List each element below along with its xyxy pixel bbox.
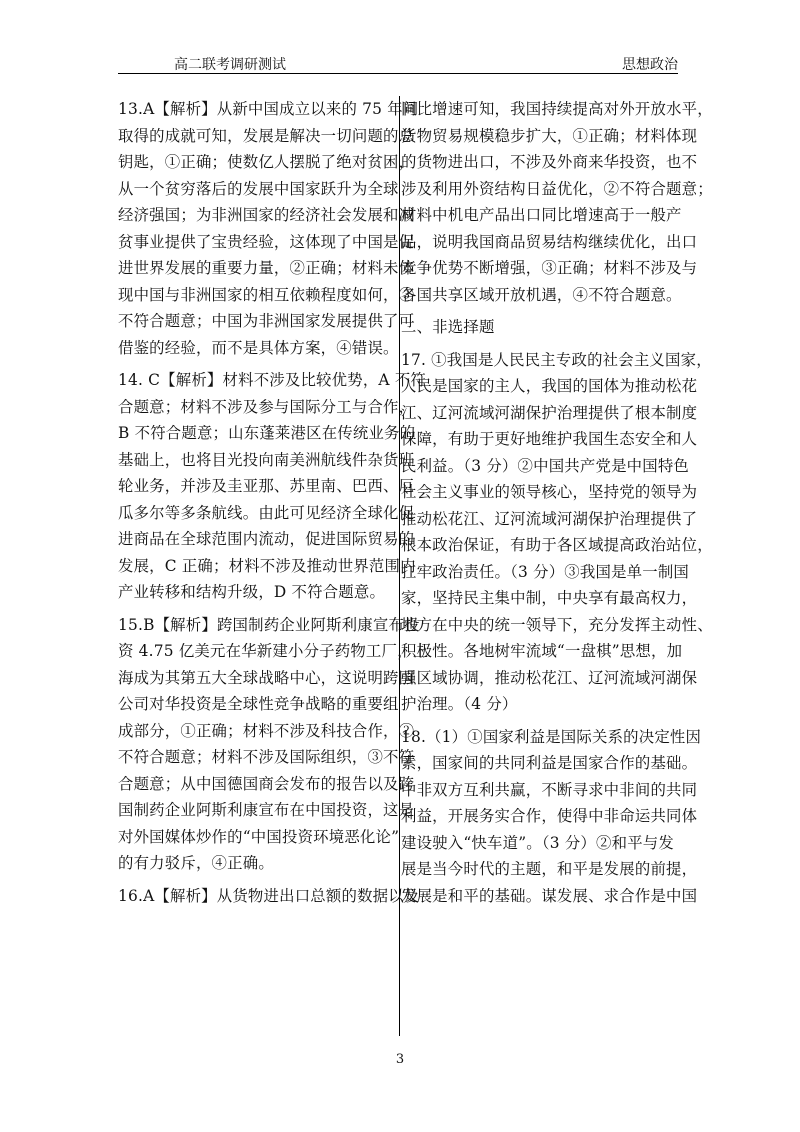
text-line: 发展，C 正确；材料不涉及推动世界范围内 <box>118 556 416 575</box>
text-line: 产业转移和结构升级，D 不符合题意。 <box>118 583 386 601</box>
right-paragraph <box>401 314 677 341</box>
left-paragraph <box>118 612 429 877</box>
text-line: 江、辽河流域河湖保护治理提供了根本制度 <box>401 403 698 422</box>
right-paragraph <box>401 724 702 910</box>
left-paragraph <box>118 96 419 361</box>
text-line: 对外国媒体炒作的“中国投资环境恶化论” <box>118 827 400 846</box>
text-line: 国制药企业阿斯利康宣布在中国投资，这是 <box>118 801 415 819</box>
text-line: 17. ①我国是人民民主专政的社会主义国家， <box>401 350 712 369</box>
text-line: 中非双方互利共赢，不断寻求中非间的共同 <box>401 780 698 799</box>
text-line: 货物贸易规模稳步扩大，①正确；材料体现 <box>401 126 698 145</box>
text-line: 保障，有助于更好地维护我国生态安全和人 <box>401 430 698 448</box>
text-line: 合题意；从中国德国商会发布的报告以及跨 <box>118 774 415 793</box>
text-line: 护治理。（4 分） <box>401 695 518 713</box>
text-line: 家，坚持民主集中制，中央享有最高权力， <box>401 589 698 607</box>
left-column <box>118 96 429 915</box>
text-line: 14. C【解析】材料不涉及比较优势，A 不符 <box>118 371 427 389</box>
right-paragraph <box>401 347 713 718</box>
text-line: 公司对华投资是全球性竞争战略的重要组 <box>118 695 399 713</box>
text-line: 积极性。各地树牢流域“一盘棋”思想，加 <box>401 642 683 660</box>
text-line: 钥匙，①正确；使数亿人摆脱了绝对贫困， <box>118 153 415 171</box>
text-line: 轮业务，并涉及圭亚那、苏里南、巴西、厄 <box>118 477 415 495</box>
text-line: 强区域协调，推动松花江、辽河流域河湖保 <box>401 668 698 687</box>
text-line: 16.A【解析】从货物进出口总额的数据以及 <box>118 886 420 905</box>
text-line: 的货物进出口，不涉及外商来华投资，也不 <box>401 153 698 171</box>
text-line: 18.（1）①国家利益是国际关系的决定性因 <box>401 727 702 746</box>
left-paragraph <box>118 883 420 910</box>
text-line: 从一个贫穷落后的发展中国家跃升为全球 <box>118 179 399 198</box>
text-line: 进世界发展的重要力量，②正确；材料未体 <box>118 259 415 277</box>
text-line: 13.A【解析】从新中国成立以来的 75 年间 <box>118 100 419 118</box>
text-line: 海成为其第五大全球战略中心，这说明跨国 <box>118 668 415 687</box>
text-line: 二、非选择题 <box>401 318 495 336</box>
page-header <box>118 52 678 74</box>
text-line: 基础上，也将目光投向南美洲航线件杂货班 <box>118 450 415 469</box>
text-line: 瓜多尔等多条航线。由此可见经济全球化促 <box>118 503 415 522</box>
text-line: 各国共享区域开放机遇，④不符合题意。 <box>401 285 682 304</box>
text-line: 推动松花江、辽河流域河湖保护治理提供了 <box>401 509 698 528</box>
text-line: 合题意；材料不涉及参与国际分工与合作， <box>118 397 415 416</box>
text-line: 民利益。（3 分）②中国共产党是中国特色 <box>401 456 690 475</box>
text-line: B 不符合题意；山东蓬莱港区在传统业务的 <box>118 424 416 442</box>
text-line: 借鉴的经验，而不是具体方案，④错误。 <box>118 338 399 357</box>
text-line: 的有力驳斥，④正确。 <box>118 854 274 872</box>
text-line: 经济强国；为非洲国家的经济社会发展和减 <box>118 206 415 224</box>
text-line: 品，说明我国商品贸易结构继续优化，出口 <box>401 232 698 251</box>
text-line: 不符合题意；中国为非洲国家发展提供了可 <box>118 312 415 330</box>
left-paragraph <box>118 367 427 606</box>
text-line: 利益，开展务实合作，使得中非命运共同体 <box>401 807 698 825</box>
text-line: 展是当今时代的主题，和平是发展的前提， <box>401 860 698 878</box>
text-line: 不符合题意；材料不涉及国际组织，③不符 <box>118 748 415 766</box>
text-line: 贫事业提供了宝贵经验，这体现了中国是促 <box>118 232 415 251</box>
text-line: 成部分，①正确；材料不涉及科技合作，② <box>118 721 415 740</box>
text-line: 建设驶入“快车道”。（3 分）②和平与发 <box>401 833 674 852</box>
right-paragraph <box>401 96 713 308</box>
text-line: 根本政治保证，有助于各区域提高政治站位， <box>401 536 713 554</box>
text-line: 材料中机电产品出口同比增速高于一般产 <box>401 206 682 224</box>
text-line: 现中国与非洲国家的相互依赖程度如何，③ <box>118 285 415 304</box>
text-line: 社会主义事业的领导核心，坚持党的领导为 <box>401 483 698 501</box>
text-line: 资 4.75 亿美元在华新建小分子药物工厂，上 <box>118 642 429 660</box>
header-subject: 思想政治 <box>622 57 678 73</box>
text-line: 涉及利用外资结构日益优化，②不符合题意； <box>401 179 713 198</box>
header-rule <box>118 73 678 74</box>
text-line: 素，国家间的共同利益是国家合作的基础。 <box>401 754 698 772</box>
right-column <box>401 96 713 915</box>
text-line: 取得的成就可知，发展是解决一切问题的总 <box>118 126 415 145</box>
header-exam-title: 高二联考调研测试 <box>174 57 286 73</box>
text-line: 人民是国家的主人，我国的国体为推动松花 <box>401 377 698 395</box>
text-line: 地方在中央的统一领导下，充分发挥主动性、 <box>401 615 713 634</box>
text-line: 竞争优势不断增强，③正确；材料不涉及与 <box>401 259 698 277</box>
text-line: 15.B【解析】跨国制药企业阿斯利康宣布投 <box>118 615 420 634</box>
text-line: 进商品在全球范围内流动，促进国际贸易的 <box>118 530 415 548</box>
page-number: 3 <box>395 1052 405 1067</box>
text-line: 发展是和平的基础。谋发展、求合作是中国 <box>401 886 698 905</box>
text-line: 扛牢政治责任。（3 分）③我国是单一制国 <box>401 562 690 581</box>
text-line: 同比增速可知，我国持续提高对外开放水平， <box>401 100 713 118</box>
